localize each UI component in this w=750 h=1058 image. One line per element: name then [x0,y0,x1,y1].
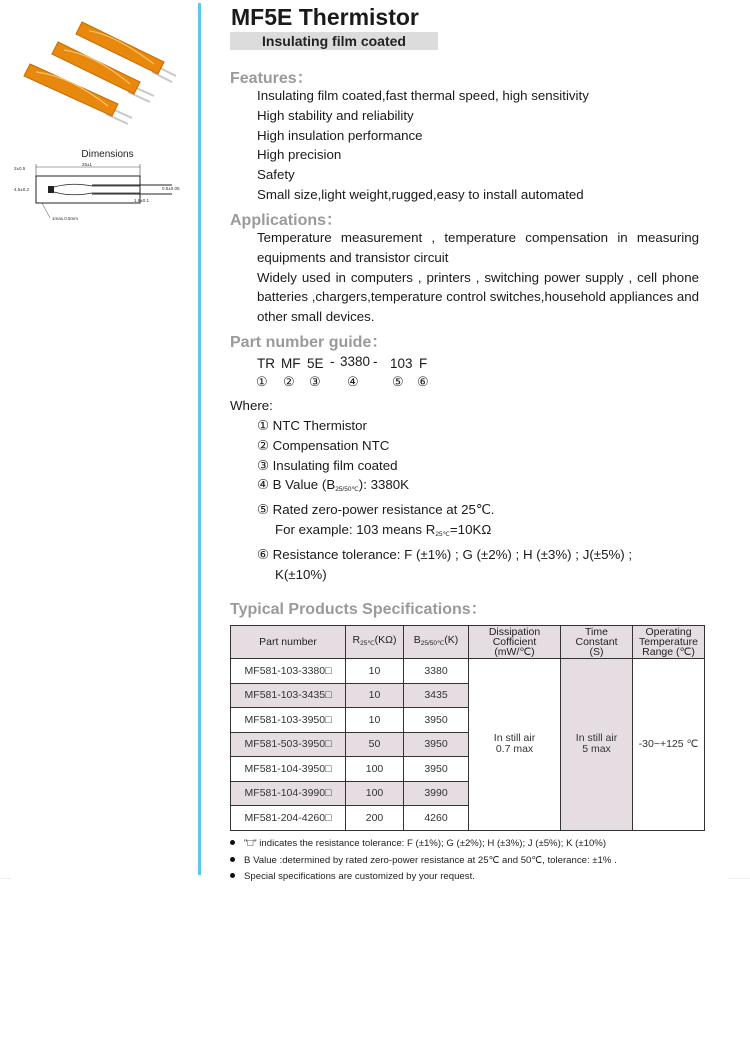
table-row [231,659,705,684]
application-paragraph: Temperature measurement , temperature compensation in measuring equipments and transistor circuit [257,230,699,265]
cell-line: 5 max [582,743,611,756]
cell-r25: 100 [346,781,404,806]
bullet-icon [230,873,235,878]
dim-body-length: 25±1 [82,162,92,167]
note-item [230,869,617,886]
dim-lead-diameter: 0.5±0.05 [162,186,180,191]
pn-segment: 103 [390,356,413,371]
col-header-time-constant [561,626,633,659]
accent-divider [198,3,201,875]
cell-b-value: 3990 [404,781,469,806]
application-paragraph: Widely used in computers , printers , switching power supply , cell phone batteries ,chargers,temperature control switches,household appliances and other small devices. [257,269,700,325]
dim-lead-spacing: 1.8±0.1 [134,198,149,203]
pn-marker: ⑥ [417,374,429,389]
r-subscript: 25℃ [360,640,375,647]
header-line: Temperature [639,636,698,648]
cell-part-number: MF581-104-3950□ [231,757,346,782]
pn-marker: ⑤ [392,374,404,389]
pn-separator: - [330,354,335,369]
header-line: Time [585,626,608,638]
r-unit: (KΩ) [374,634,397,646]
where-example-subscript: 25℃ [435,530,450,538]
cell-b-value: 3950 [404,757,469,782]
where-item: ① NTC Thermistor [257,418,367,433]
pn-marker: ② [283,374,295,389]
page-title: MF5E Thermistor [231,4,419,30]
col-header-r25 [346,626,404,659]
dim-body-width: 4.5±0.2 [14,187,29,192]
where-item [257,475,707,500]
pn-marker: ④ [347,374,359,389]
header-line: (S) [589,646,604,658]
pn-segment: TR [257,356,275,371]
cell-r25: 10 [346,683,404,708]
b-label: B [413,634,421,646]
where-example-value: =10KΩ [449,521,492,537]
cell-r25: 200 [346,806,404,831]
where-b-value: ): 3380K [358,477,410,493]
col-header-part-number: Part number [231,626,346,659]
page-edge-right [728,878,750,879]
pn-segment: 5E [307,356,324,371]
feature-item: High precision [257,147,342,163]
pn-segment: MF [281,356,301,371]
features-list [257,86,589,205]
cell-b-value: 3950 [404,732,469,757]
col-header-temp-range [633,626,705,659]
header-line: Dissipation [488,626,541,638]
note-item [230,836,617,853]
dim-lead-offset: 2±0.5 [14,166,26,171]
cell-r25: 10 [346,659,404,684]
page-subtitle: Insulating film coated [230,32,438,50]
where-list [257,416,707,584]
dimensions-label: Dimensions [81,149,134,160]
pn-separator: - [373,354,378,369]
cell-b-value: 3380 [404,659,469,684]
cell-r25: 10 [346,708,404,733]
part-number-heading: Part number guide： [230,334,388,351]
cell-b-value: 4260 [404,806,469,831]
cell-line: 0.7 max [495,743,534,756]
dim-film-edge: 1max.0.5mm [52,216,79,221]
r-label: R [352,634,361,646]
note-text: "□" indicates the resistance tolerance: F (±1%); G (±2%); H (±3%); J (±5%); K (±10%) [244,838,607,849]
specifications-heading: Typical Products Specifications： [230,601,487,618]
header-line: (mW/℃) [494,646,535,658]
cell-part-number: MF581-103-3950□ [231,708,346,733]
cell-part-number: MF581-103-3435□ [231,683,346,708]
pn-marker: ③ [309,374,321,389]
header-line: Range (℃) [642,646,695,658]
where-item: ⑤ Rated zero-power resistance at 25℃. [257,502,495,518]
features-heading: Features： [230,70,313,87]
pn-segment: 3380 [340,354,371,369]
where-item: ⑥ Resistance tolerance: F (±1%) ; G (±2%) ; H (±3%) ; J(±5%) ; [257,546,633,562]
feature-item: Small size,light weight,rugged,easy to install automated [257,186,584,202]
product-photo [14,4,184,132]
note-item [230,853,617,870]
cell-temp-range: -30~+125 ℃ [633,659,705,831]
cell-dissipation [469,659,561,831]
col-header-dissipation [469,626,561,659]
feature-item: Safety [257,167,295,183]
specification-notes [230,836,617,886]
pn-marker: ① [256,374,268,389]
header-line: Constant [575,636,618,648]
pn-segment: F [419,356,428,371]
header-line: Cofficient [492,636,537,648]
where-item: ② Compensation NTC [257,437,390,453]
b-unit: (K) [444,634,459,646]
table-header-row [231,626,705,659]
specifications-table [230,625,705,831]
cell-b-value: 3435 [404,683,469,708]
where-b-value-subscript: 25/50℃ [335,486,359,494]
col-header-b-value [404,626,469,659]
cell-time-constant [561,659,633,831]
bullet-icon [230,840,235,845]
cell-part-number: MF581-503-3950□ [231,732,346,757]
feature-item: High insulation performance [257,127,423,143]
feature-item: High stability and reliability [257,107,414,123]
cell-part-number: MF581-103-3380□ [231,659,346,684]
dimensions-drawing [12,160,192,225]
where-item: ③ Insulating film coated [257,457,398,473]
cell-line: In still air [575,732,618,745]
page-edge-left [0,878,12,879]
where-label: Where: [230,398,273,413]
feature-item: Insulating film coated,fast thermal speed, high sensitivity [257,88,589,103]
applications-heading: Applications： [230,212,343,229]
where-item [257,520,707,545]
cell-part-number: MF581-204-4260□ [231,806,346,831]
bullet-icon [230,857,235,862]
applications-text [257,228,699,327]
b-subscript: 25/50℃ [420,640,445,647]
cell-b-value: 3950 [404,708,469,733]
cell-part-number: MF581-104-3990□ [231,781,346,806]
cell-r25: 100 [346,757,404,782]
note-text: B Value :determined by rated zero-power resistance at 25℃ and 50℃, tolerance: ±1% . [244,854,617,866]
cell-line: In still air [493,732,536,745]
cell-r25: 50 [346,732,404,757]
where-item: K(±10%) [275,566,327,582]
where-example-label: For example: 103 means R [275,521,436,537]
header-line: Operating [645,626,692,638]
note-text: Special specifications are customized by your request. [244,871,475,882]
where-b-value-label: ④ B Value (B [257,477,336,493]
